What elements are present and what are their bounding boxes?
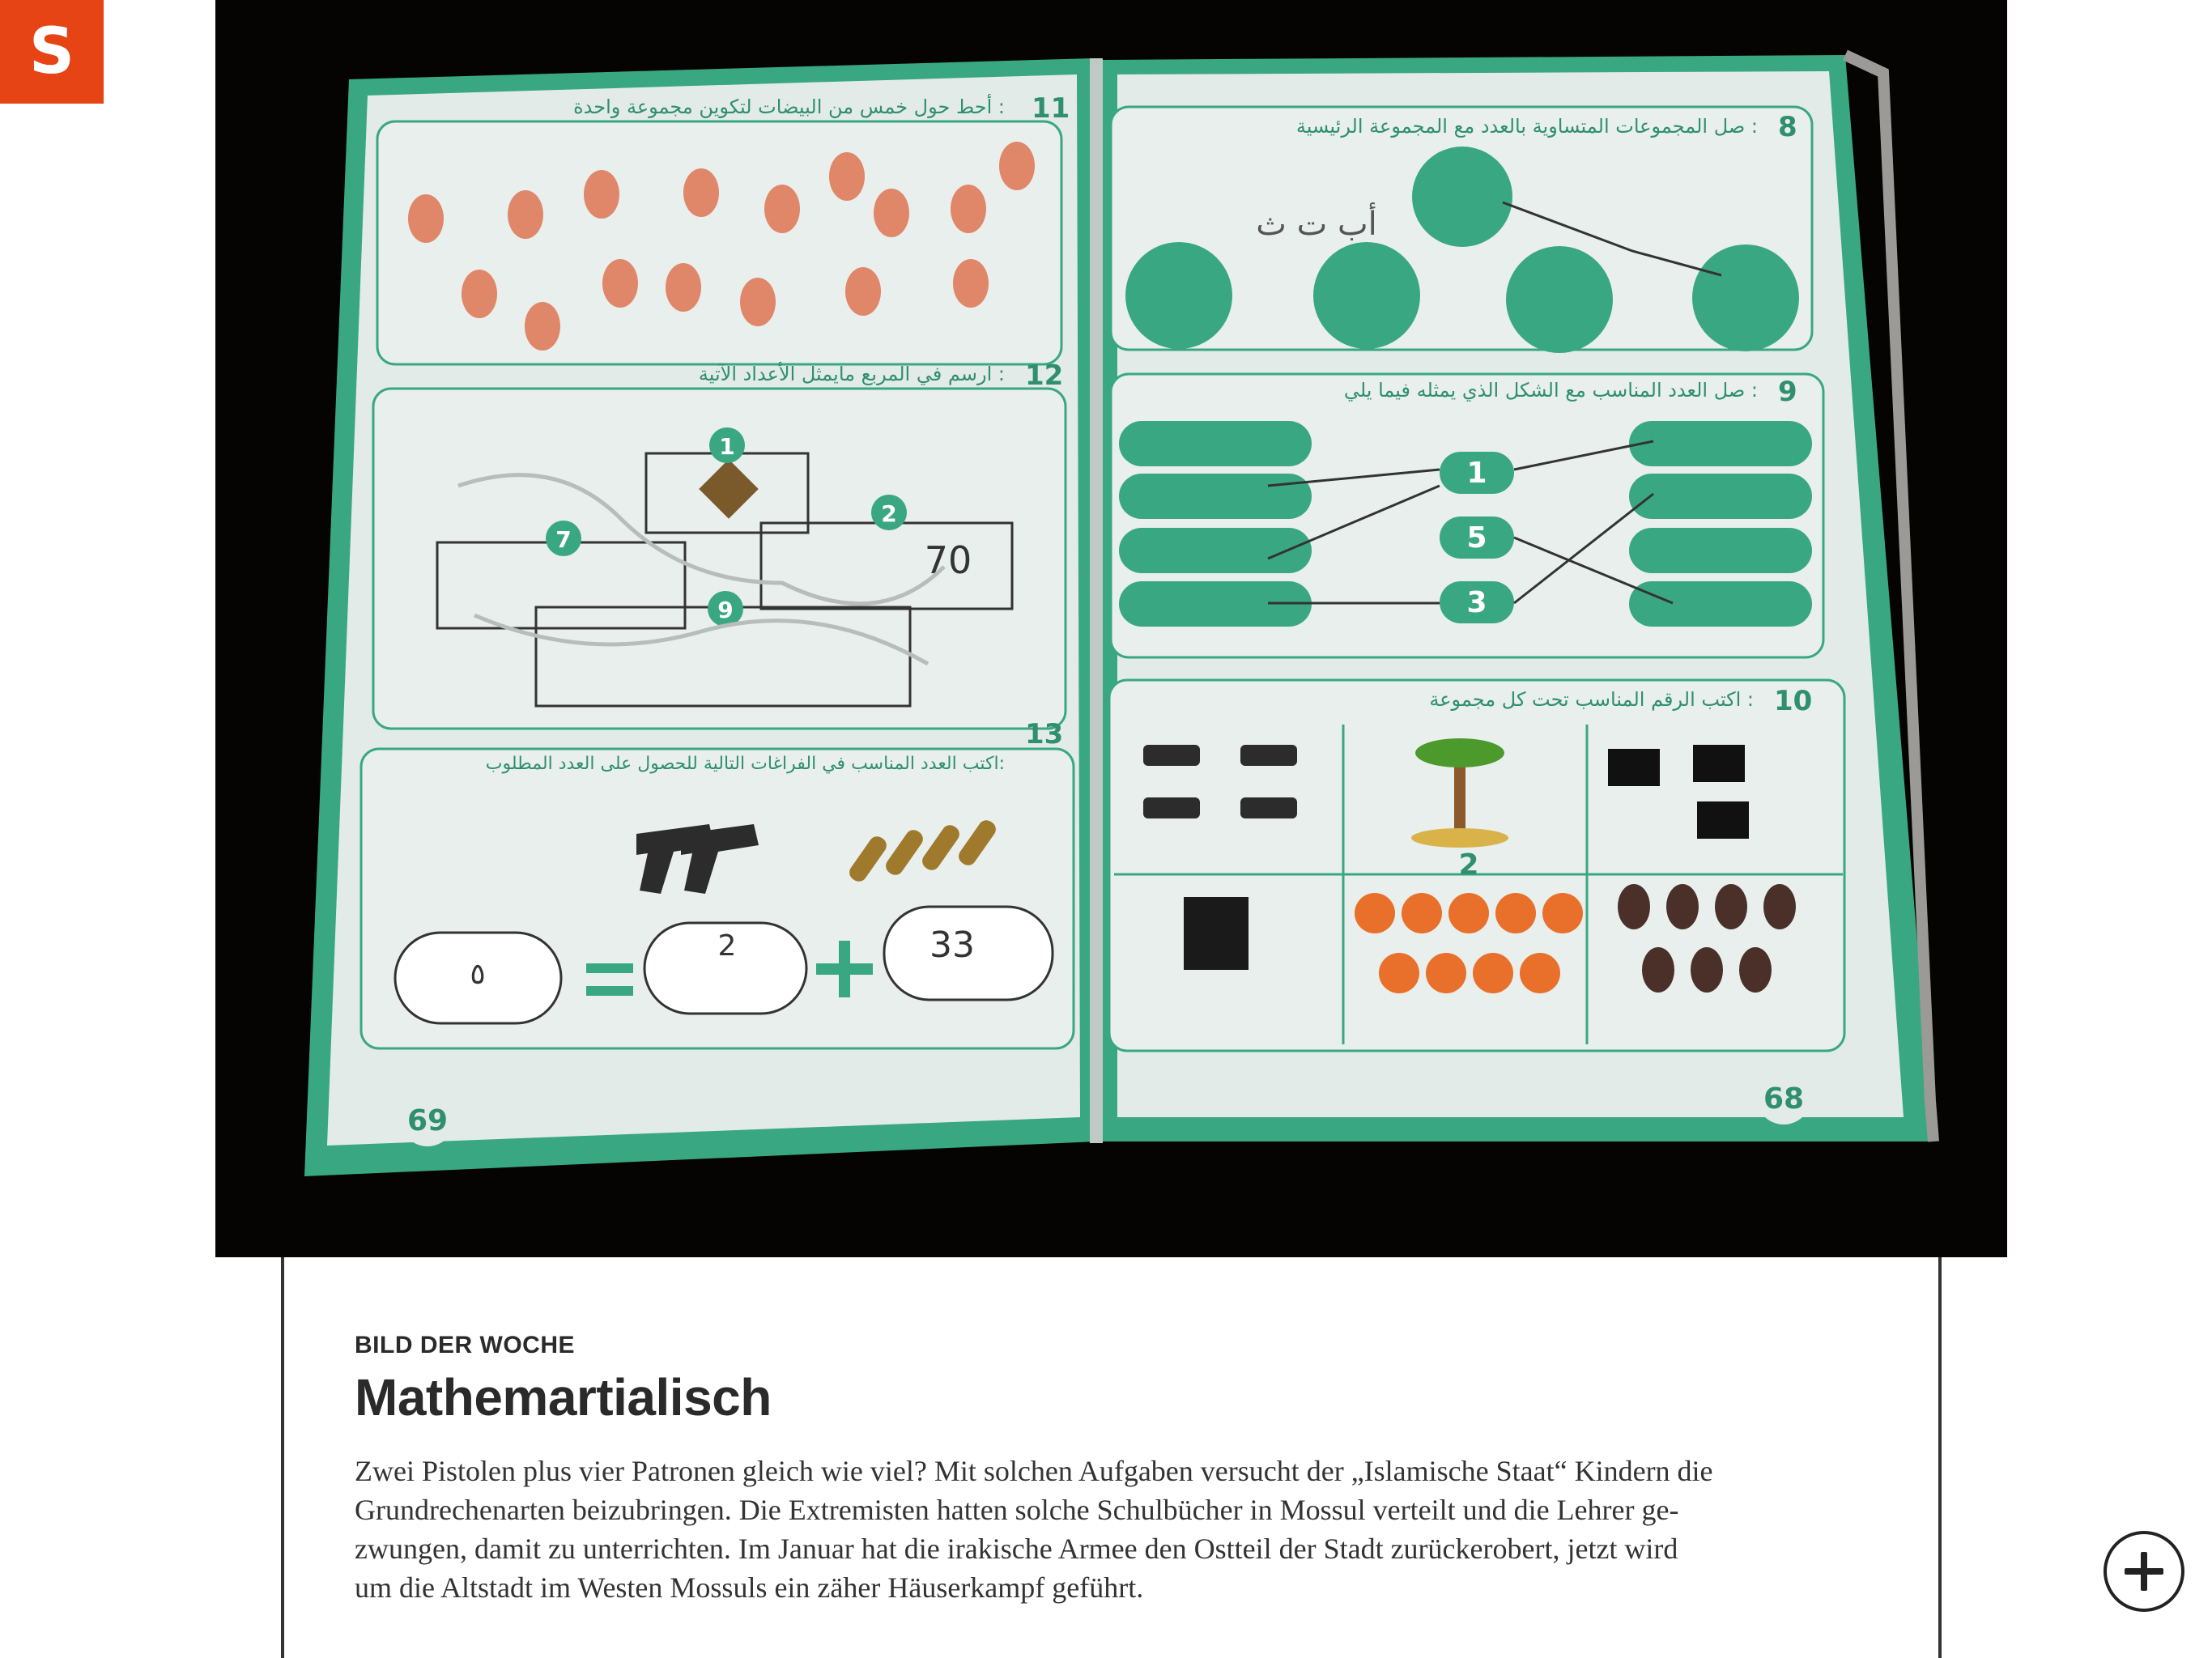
ex12-handwriting: 70	[924, 538, 972, 582]
caption-line: Zwei Pistolen plus vier Patronen gleich wie viel? Mit solchen Aufgaben versucht der „Islamische Staat“ Kindern die	[355, 1455, 1713, 1487]
caption-frame-left	[281, 1257, 284, 1658]
caption-line: zwungen, damit zu unterrichten. Im Januar hat die irakische Armee den Ostteil der Stadt zurückerobert, jetzt wird	[355, 1533, 1678, 1565]
expand-button[interactable]	[2104, 1531, 2184, 1612]
ex8-handwriting: أب ت ث	[1256, 206, 1377, 243]
ex9-instruction: صل العدد المناسب مع الشكل الذي يمثله فيما يلي :	[1343, 379, 1758, 402]
ex9-number-5: 5	[1466, 521, 1487, 555]
ex9-number-1: 1	[1466, 457, 1487, 490]
ex10-instruction: اكتب الرقم المناسب تحت كل مجموعة :	[1429, 688, 1754, 711]
plus-icon	[2125, 1552, 2163, 1591]
caption-line: Grundrechenarten beizubringen. Die Extremisten hatten solche Schulbücher in Mossul verteilt und die Lehrer ge-	[355, 1494, 1679, 1526]
ex13-answer-middle: 2	[717, 929, 737, 963]
caption-headline: Mathemartialisch	[355, 1368, 772, 1426]
spiegel-logo[interactable]	[0, 0, 104, 104]
article-photo	[215, 0, 2007, 1257]
badge-2: 2	[881, 500, 897, 527]
kaaba-picture	[1184, 897, 1249, 970]
equals-sign-lower	[586, 986, 633, 996]
photo-caption	[355, 1332, 1861, 1607]
ex12-number: 12	[1025, 359, 1064, 392]
ex8-number: 8	[1778, 111, 1797, 143]
ex13-number: 13	[1025, 718, 1064, 750]
caption-frame-right	[1938, 1257, 1942, 1658]
badge-1: 1	[719, 433, 735, 460]
right-page-number: 68	[1763, 1082, 1805, 1116]
book-spine	[1090, 58, 1103, 1143]
badge-7: 7	[555, 526, 572, 553]
ex11-panel	[377, 121, 1061, 364]
plus-sign-vertical	[839, 941, 850, 997]
ex13-instruction: اكتب العدد المناسب في الفراغات التالية للحصول على العدد المطلوب:	[485, 754, 1005, 774]
ex8-instruction: صل المجموعات المتساوية بالعدد مع المجموعة الرئيسية :	[1295, 115, 1758, 138]
ex11-instruction: أحط حول خمس من البيضات لتكوين مجموعة واحدة :	[573, 96, 1005, 118]
caption-kicker: BILD DER WOCHE	[355, 1332, 575, 1358]
caption-line: um die Altstadt im Westen Mossuls ein zäher Häuserkampf geführt.	[355, 1571, 1144, 1604]
ex10-number: 10	[1774, 685, 1813, 717]
left-page-number: 69	[406, 1104, 449, 1137]
equals-sign	[586, 963, 633, 973]
ex9-number-3: 3	[1466, 586, 1487, 619]
ex13-answer-left: ٥	[470, 958, 486, 991]
ex12-instruction: ارسم في المربع مايمثل الأعداد الآتية :	[698, 363, 1005, 385]
ex9-number: 9	[1778, 376, 1797, 408]
ex13-answer-right: 33	[929, 925, 975, 966]
badge-9: 9	[717, 597, 734, 623]
caption-body	[355, 1452, 1861, 1607]
ex11-number: 11	[1032, 92, 1070, 125]
logo-letter: S	[28, 15, 75, 88]
ex10-answer: 2	[1458, 848, 1479, 882]
schoolbook-photo	[215, 0, 2007, 1257]
